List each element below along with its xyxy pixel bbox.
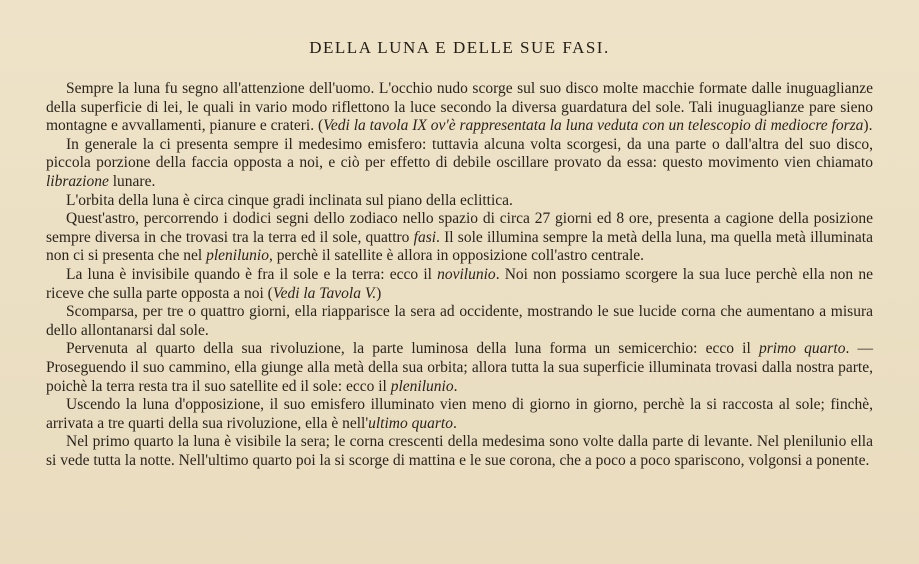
paragraph: [46, 433, 873, 470]
paragraph: [46, 80, 873, 136]
text-run: Nel primo quarto la luna è visibile la sera; le corna crescenti della medesima sono volte dalla parte di levante. Nel plenilunio ella si vede tutta la notte. Nell'ultimo quarto poi la si scorge di mattina e le sue corona, che a poco a poco spariscono, volgonsi a ponente.: [46, 433, 873, 469]
italic-text: primo quarto: [758, 340, 846, 358]
text-run: Sempre la luna fu segno all'attenzione dell'uomo. L'occhio nudo scorge sul suo disco molte macchie formate dalle inuguaglianze della superficie di lei, le quali in vario modo riflettono la luce secondo la diversa guardatura del sole. Tali inuguaglianze pare sieno montagne e avvallamenti, pianure e crateri. (: [46, 80, 873, 135]
body-text: [46, 80, 873, 470]
text-run: Quest'astro, percorrendo i dodici segni dello zodiaco nello spazio di circa 27 giorni ed 8 ore, presenta a cagione della posizione sempre diversa in che trovasi tra la terra ed il sole, quattro: [46, 210, 873, 246]
paragraph: [46, 340, 873, 396]
text-run: , perchè il satellite è allora in opposizione coll'astro centrale.: [268, 247, 645, 265]
text-run: . — Proseguendo il suo cammino, ella giunge alla metà della sua orbita; allora tutta la sua superficie illuminata trovasi dalla nostra parte, poichè la terra resta tra il suo satellite ed il sole: ecco il: [46, 340, 874, 395]
paragraph: [46, 303, 873, 340]
text-run: La luna è invisibile quando è fra il sole e la terra: ecco il: [66, 265, 438, 283]
text-run: .: [452, 414, 457, 432]
paragraph: [46, 266, 873, 303]
text-run: ): [376, 284, 382, 302]
paragraph: [46, 210, 873, 266]
italic-text: Vedi la Tavola V.: [272, 284, 377, 302]
text-run: L'orbita della luna è circa cinque gradi inclinata sul piano della eclittica.: [66, 191, 513, 209]
text-run: .: [453, 377, 458, 395]
text-run: Pervenuta al quarto della sua rivoluzione, la parte luminosa della luna forma un semicerchio: ecco il: [66, 340, 759, 358]
italic-text: ultimo quarto: [368, 414, 453, 432]
italic-text: librazione: [46, 172, 109, 190]
text-run: Uscendo la luna d'opposizione, il suo emisfero illuminato vien meno di giorno in giorno, perchè la si raccosta al sole; finchè, arrivata a tre quarti della sua rivoluzione, ella è nell': [46, 396, 873, 432]
text-run: . Noi non possiamo scorgere la sua luce perchè ella non ne riceve che sulla parte opposta a noi (: [46, 265, 873, 302]
italic-text: Vedi la tavola IX ov'è rappresentata la luna veduta con un telescopio di mediocre forza: [323, 117, 864, 135]
italic-text: plenilunio: [206, 247, 269, 265]
paragraph: [46, 136, 873, 192]
text-run: lunare.: [108, 172, 156, 190]
paragraph: [46, 396, 873, 433]
page-title: DELLA LUNA E DELLE SUE FASI.: [309, 38, 610, 57]
text-run: . Il sole illumina sempre la metà della luna, ma quella metà illuminata non ci si presenta che nel: [46, 228, 873, 265]
italic-text: fasi: [413, 228, 437, 246]
italic-text: plenilunio: [390, 377, 454, 395]
text-run: In generale la ci presenta sempre il medesimo emisfero: tuttavia alcuna volta scorgesi, da una parte o dall'altra del suo disco, piccola porzione della faccia opposta a noi, e ciò per effetto di debile oscillare provato da essa: questo movimento vien chiamato: [46, 135, 873, 172]
italic-text: novilunio: [437, 265, 496, 283]
text-run: Scomparsa, per tre o quattro giorni, ella riapparisce la sera ad occidente, mostrando le sue lucide corna che aumentano a misura dello allontanarsi dal sole.: [46, 303, 873, 339]
text-run: ).: [863, 117, 873, 135]
paragraph: [46, 192, 873, 211]
